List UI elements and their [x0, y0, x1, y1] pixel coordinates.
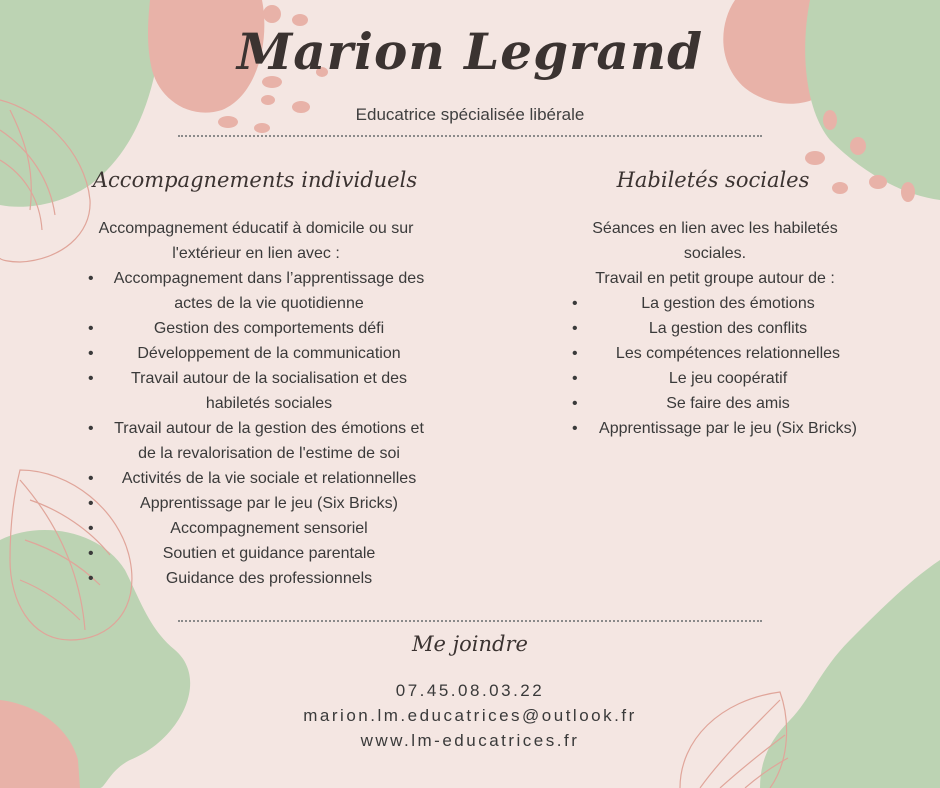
- list-item: • Travail autour de la socialisation et des habiletés sociales: [78, 366, 434, 416]
- list-item: • Gestion des comportements défi: [78, 316, 434, 341]
- list-item: • Le jeu coopératif: [562, 366, 868, 391]
- list-item: • La gestion des conflits: [562, 316, 868, 341]
- contact-website[interactable]: www.lm-educatrices.fr: [360, 731, 580, 750]
- right-section-intro-2: Travail en petit groupe autour de :: [595, 270, 835, 287]
- list-item: • Activités de la vie sociale et relationnelles: [78, 466, 434, 491]
- page-title: Marion Legrand: [236, 22, 704, 81]
- divider-top: [178, 135, 762, 137]
- left-section: [78, 216, 434, 591]
- list-item: • Apprentissage par le jeu (Six Bricks): [562, 416, 868, 441]
- list-item: • Accompagnement sensoriel: [78, 516, 434, 541]
- list-item: • Soutien et guidance parentale: [78, 541, 434, 566]
- list-item: • Guidance des professionnels: [78, 566, 434, 591]
- list-item: • Apprentissage par le jeu (Six Bricks): [78, 491, 434, 516]
- contact-heading: Me joindre: [412, 632, 528, 656]
- left-section-list: [78, 266, 434, 591]
- list-item: • La gestion des émotions: [562, 291, 868, 316]
- contact-email[interactable]: marion.lm.educatrices@outlook.fr: [303, 706, 637, 725]
- page-subtitle: Educatrice spécialisée libérale: [355, 105, 585, 124]
- green-blob-bottom-right: [760, 560, 940, 788]
- divider-bottom: [178, 620, 762, 622]
- list-item: • Se faire des amis: [562, 391, 868, 416]
- right-section-list: [562, 291, 868, 441]
- list-item: • Travail autour de la gestion des émotions et de la revalorisation de l'estime de soi: [78, 416, 434, 466]
- contact-phone[interactable]: 07.45.08.03.22: [395, 681, 545, 700]
- list-item: • Développement de la communication: [78, 341, 434, 366]
- left-section-heading: Accompagnements individuels: [92, 168, 418, 192]
- right-section: [562, 216, 868, 441]
- list-item: • Les compétences relationnelles: [562, 341, 868, 366]
- right-section-intro: Séances en lien avec les habiletés sociales.: [592, 220, 838, 262]
- right-section-heading: Habiletés sociales: [616, 168, 810, 192]
- left-section-intro: Accompagnement éducatif à domicile ou sur l'extérieur en lien avec :: [98, 220, 414, 262]
- list-item: • Accompagnement dans l’apprentissage des actes de la vie quotidienne: [78, 266, 434, 316]
